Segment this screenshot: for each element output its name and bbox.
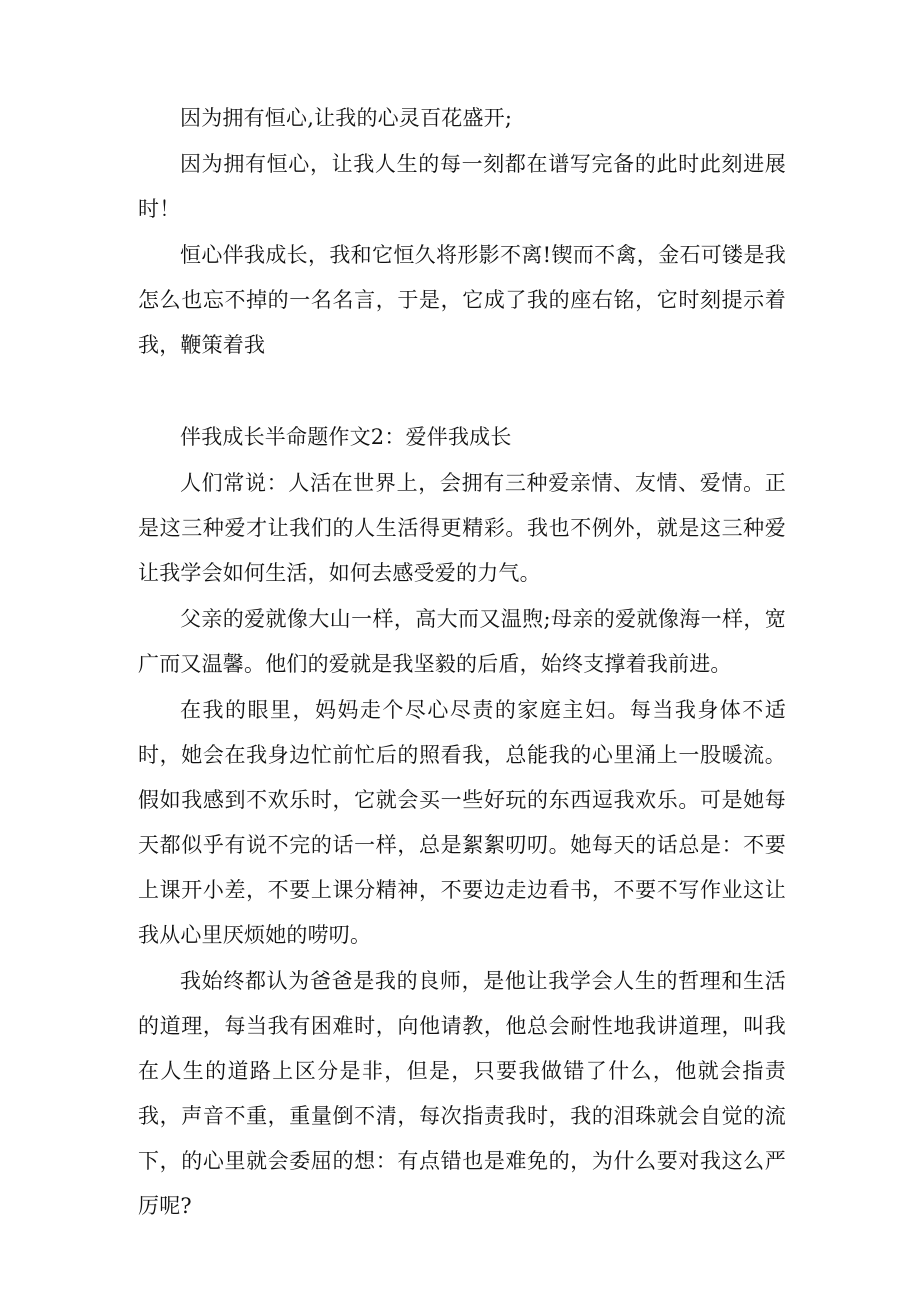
- section-paragraph-2: 父亲的爱就像大山一样，高大而又温煦;母亲的爱就像海一样，宽广而又温馨。他们的爱就是我坚毅的后盾，始终支撑着我前进。: [138, 607, 786, 676]
- section-title: 伴我成长半命题作文2：爱伴我成长: [180, 425, 512, 449]
- paragraph-3: 恒心伴我成长，我和它恒久将形影不离!锲而不禽，金石可镂是我怎么也忘不掉的一名名言，于是，它成了我的座右铭，它时刻提示着我，鞭策着我: [138, 243, 786, 357]
- document-body: [138, 96, 786, 1229]
- paragraph-1: 因为拥有恒心,让我的心灵百花盛开;: [180, 106, 513, 130]
- section-paragraph-1: 人们常说：人活在世界上，会拥有三种爱亲情、友情、爱情。正是这三种爱才让我们的人生活得更精彩。我也不例外，就是这三种爱让我学会如何生活，如何去感受爱的力气。: [138, 471, 786, 585]
- section-paragraph-3: 在我的眼里，妈妈走个尽心尽责的家庭主妇。每当我身体不适时，她会在我身边忙前忙后的照看我，总能我的心里涌上一股暖流。假如我感到不欢乐时，它就会买一些好玩的东西逗我欢乐。可是她每天都似乎有说不完的话一样，总是絮絮叨叨。她每天的话总是：不要上课开小差，不要上课分精神，不要边走边看书，不要不写作业这让我从心里厌烦她的唠叨。: [138, 698, 786, 947]
- section-paragraph-4: 我始终都认为爸爸是我的良师，是他让我学会人生的哲理和生活的道理，每当我有困难时，向他请教，他总会耐性地我讲道理，叫我在人生的道路上区分是非，但是，只要我做错了什么，他就会指责我，声音不重，重量倒不清，每次指责我时，我的泪珠就会自觉的流下，的心里就会委屈的想：有点错也是难免的，为什么要对我这么严厉呢?: [138, 969, 786, 1218]
- paragraph-2: 因为拥有恒心，让我人生的每一刻都在谱写完备的此时此刻进展时！: [138, 152, 786, 221]
